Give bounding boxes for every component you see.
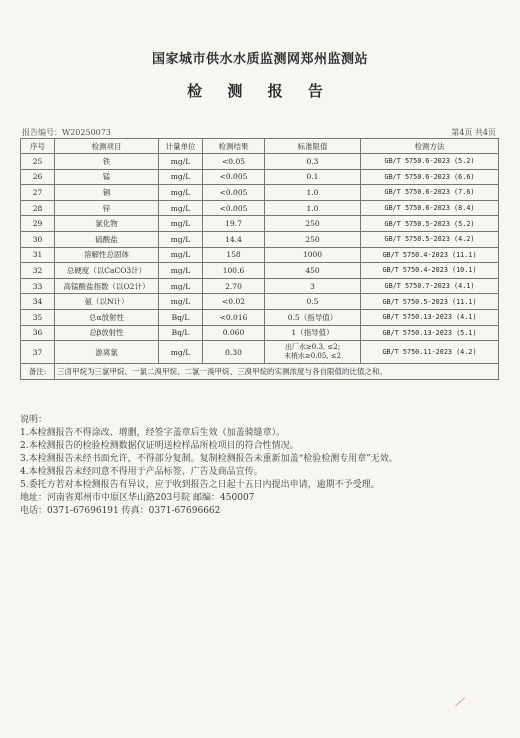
explanation-heading: 说明： <box>20 415 48 425</box>
cell-method: GB/T 5750.4-2023 (10.1) <box>361 263 499 279</box>
cell-limit: 250 <box>265 231 361 247</box>
cell-unit: mg/L <box>159 200 203 216</box>
cell-no: 26 <box>21 169 55 185</box>
cell-method: GB/T 5750.13-2023 (5.1) <box>361 325 499 341</box>
cell-method: GB/T 5750.5-2023 (5.2) <box>361 216 499 232</box>
cell-limit: 3 <box>265 278 361 294</box>
cell-method: GB/T 5750.6-2023 (6.6) <box>361 169 499 185</box>
header-method: 检测方法 <box>361 139 499 154</box>
cell-limit: 0.3 <box>265 154 361 170</box>
cell-item: 高锰酸盐指数（以O2计） <box>55 278 159 294</box>
cell-unit: mg/L <box>159 263 203 279</box>
cell-unit: Bq/L <box>159 309 203 325</box>
cell-item: 铜 <box>55 185 159 201</box>
cell-unit: mg/L <box>159 216 203 232</box>
cell-result: 100.6 <box>203 263 265 279</box>
results-table <box>20 138 499 380</box>
limit-line-2: 末梢水≥0.05, ≤2 <box>283 352 342 361</box>
table-row <box>21 263 499 279</box>
cell-result: 0.060 <box>203 325 265 341</box>
cell-method: GB/T 5750.11-2023 (4.2) <box>361 341 499 364</box>
cell-item: 总硬度（以CaCO3计） <box>55 263 159 279</box>
cell-item: 总β放射性 <box>55 325 159 341</box>
explanation-line: 3.本检测报告未经书面允许，不得部分复制。复制检测报告未重新加盖“检验检测专用章”无效。 <box>20 454 398 464</box>
note-label: 备注: <box>21 364 55 380</box>
cell-result: <0.005 <box>203 185 265 201</box>
cell-no: 30 <box>21 231 55 247</box>
cell-method: GB/T 5750.6-2023 (8.4) <box>361 200 499 216</box>
cell-no: 29 <box>21 216 55 232</box>
table-row <box>21 278 499 294</box>
cell-method: GB/T 5750.6-2023 (7.6) <box>361 185 499 201</box>
note-text: 三卤甲烷为三氯甲烷、一氯二溴甲烷、二氯一溴甲烷、三溴甲烷的实测浓度与各自限值的比值之和。 <box>55 364 499 380</box>
table-row <box>21 294 499 310</box>
cell-method: GB/T 5750.7-2023 (4.1) <box>361 278 499 294</box>
cell-unit: mg/L <box>159 231 203 247</box>
cell-limit: 1000 <box>265 247 361 263</box>
cell-result: 0.30 <box>203 341 265 364</box>
cell-unit: mg/L <box>159 169 203 185</box>
header-limit: 标准限值 <box>265 139 361 154</box>
note-row <box>21 364 499 380</box>
cell-result: 14.4 <box>203 231 265 247</box>
cell-limit: 250 <box>265 216 361 232</box>
cell-limit: 1.0 <box>265 185 361 201</box>
cell-limit: 450 <box>265 263 361 279</box>
address: 地址：河南省郑州市中原区华山路203号院 邮编：450007 <box>20 493 255 503</box>
cell-limit <box>265 341 361 364</box>
cell-no: 32 <box>21 263 55 279</box>
cell-item: 总α放射性 <box>55 309 159 325</box>
cell-no: 35 <box>21 309 55 325</box>
cell-no: 36 <box>21 325 55 341</box>
table-row <box>21 341 499 364</box>
cell-unit: mg/L <box>159 278 203 294</box>
report-meta <box>22 127 496 138</box>
cell-result: <0.005 <box>203 169 265 185</box>
cell-no: 25 <box>21 154 55 170</box>
cell-method: GB/T 5750.6-2023 (5.2) <box>361 154 499 170</box>
cell-unit: mg/L <box>159 185 203 201</box>
report-title: 检 测 报 告 <box>187 82 333 100</box>
cell-item: 硫酸盐 <box>55 231 159 247</box>
cell-result: <0.02 <box>203 294 265 310</box>
phone: 电话：0371-67696191 传真：0371-67696662 <box>20 506 221 516</box>
org-title: 国家城市供水水质监测网郑州监测站 <box>151 52 368 67</box>
limit-line-1: 出厂水≥0.3, ≤2; <box>284 343 341 352</box>
cell-unit: mg/L <box>159 247 203 263</box>
cell-no: 37 <box>21 341 55 364</box>
cell-limit: 0.5（指导值） <box>265 309 361 325</box>
cell-unit: mg/L <box>159 341 203 364</box>
cell-unit: Bq/L <box>159 325 203 341</box>
report-number: 报告编号：W20250073 <box>22 128 111 137</box>
cell-result: 19.7 <box>203 216 265 232</box>
table-row <box>21 309 499 325</box>
header-item: 检测项目 <box>55 139 159 154</box>
cell-item: 氯化物 <box>55 216 159 232</box>
table-row <box>21 216 499 232</box>
cell-result: <0.005 <box>203 200 265 216</box>
header-result: 检测结果 <box>203 139 265 154</box>
cell-result: 2.70 <box>203 278 265 294</box>
cell-method: GB/T 5750.5-2023 (4.2) <box>361 231 499 247</box>
explanation-line: 2.本检测报告的检验检测数据仅证明送检样品所检项目的符合性情况。 <box>20 441 299 451</box>
table-row <box>21 325 499 341</box>
cell-no: 28 <box>21 200 55 216</box>
cell-item: 锰 <box>55 169 159 185</box>
table-row <box>21 231 499 247</box>
cell-item: 铁 <box>55 154 159 170</box>
explanation-line: 5.委托方若对本检测报告有异议，应于收到报告之日起十五日内提出申请，逾期不予受理。 <box>20 480 380 490</box>
cell-limit: 0.1 <box>265 169 361 185</box>
cell-method: GB/T 5750.4-2023 (11.1) <box>361 247 499 263</box>
cell-item: 锌 <box>55 200 159 216</box>
cell-no: 27 <box>21 185 55 201</box>
header-unit: 计量单位 <box>159 139 203 154</box>
cell-no: 33 <box>21 278 55 294</box>
cell-method: GB/T 5750.13-2023 (4.1) <box>361 309 499 325</box>
table-row <box>21 154 499 170</box>
table-header-row <box>21 139 499 154</box>
cell-method: GB/T 5750.5-2023 (11.1) <box>361 294 499 310</box>
cell-limit: 1.0 <box>265 200 361 216</box>
cell-item: 游离氯 <box>55 341 159 364</box>
cell-limit: 0.5 <box>265 294 361 310</box>
explanation-line: 1.本检测报告不得涂改、增删，经签字盖章后生效（加盖骑缝章）。 <box>20 428 286 438</box>
header-no: 序号 <box>21 139 55 154</box>
cell-result: <0.016 <box>203 309 265 325</box>
table-row <box>21 169 499 185</box>
cell-result: 158 <box>203 247 265 263</box>
pen-mark <box>455 698 473 716</box>
explanation-section <box>20 414 500 518</box>
cell-result: <0.05 <box>203 154 265 170</box>
table-row <box>21 247 499 263</box>
table-row <box>21 200 499 216</box>
explanation-line: 4.本检测报告未经同意不得用于产品标签、广告及商品宣传。 <box>20 467 263 477</box>
cell-unit: mg/L <box>159 294 203 310</box>
cell-unit: mg/L <box>159 154 203 170</box>
cell-no: 31 <box>21 247 55 263</box>
cell-limit: 1（指导值） <box>265 325 361 341</box>
cell-item: 溶解性总固体 <box>55 247 159 263</box>
table-row <box>21 185 499 201</box>
cell-item: 氨（以N计） <box>55 294 159 310</box>
page-info: 第4页 共4页 <box>451 128 496 137</box>
cell-no: 34 <box>21 294 55 310</box>
